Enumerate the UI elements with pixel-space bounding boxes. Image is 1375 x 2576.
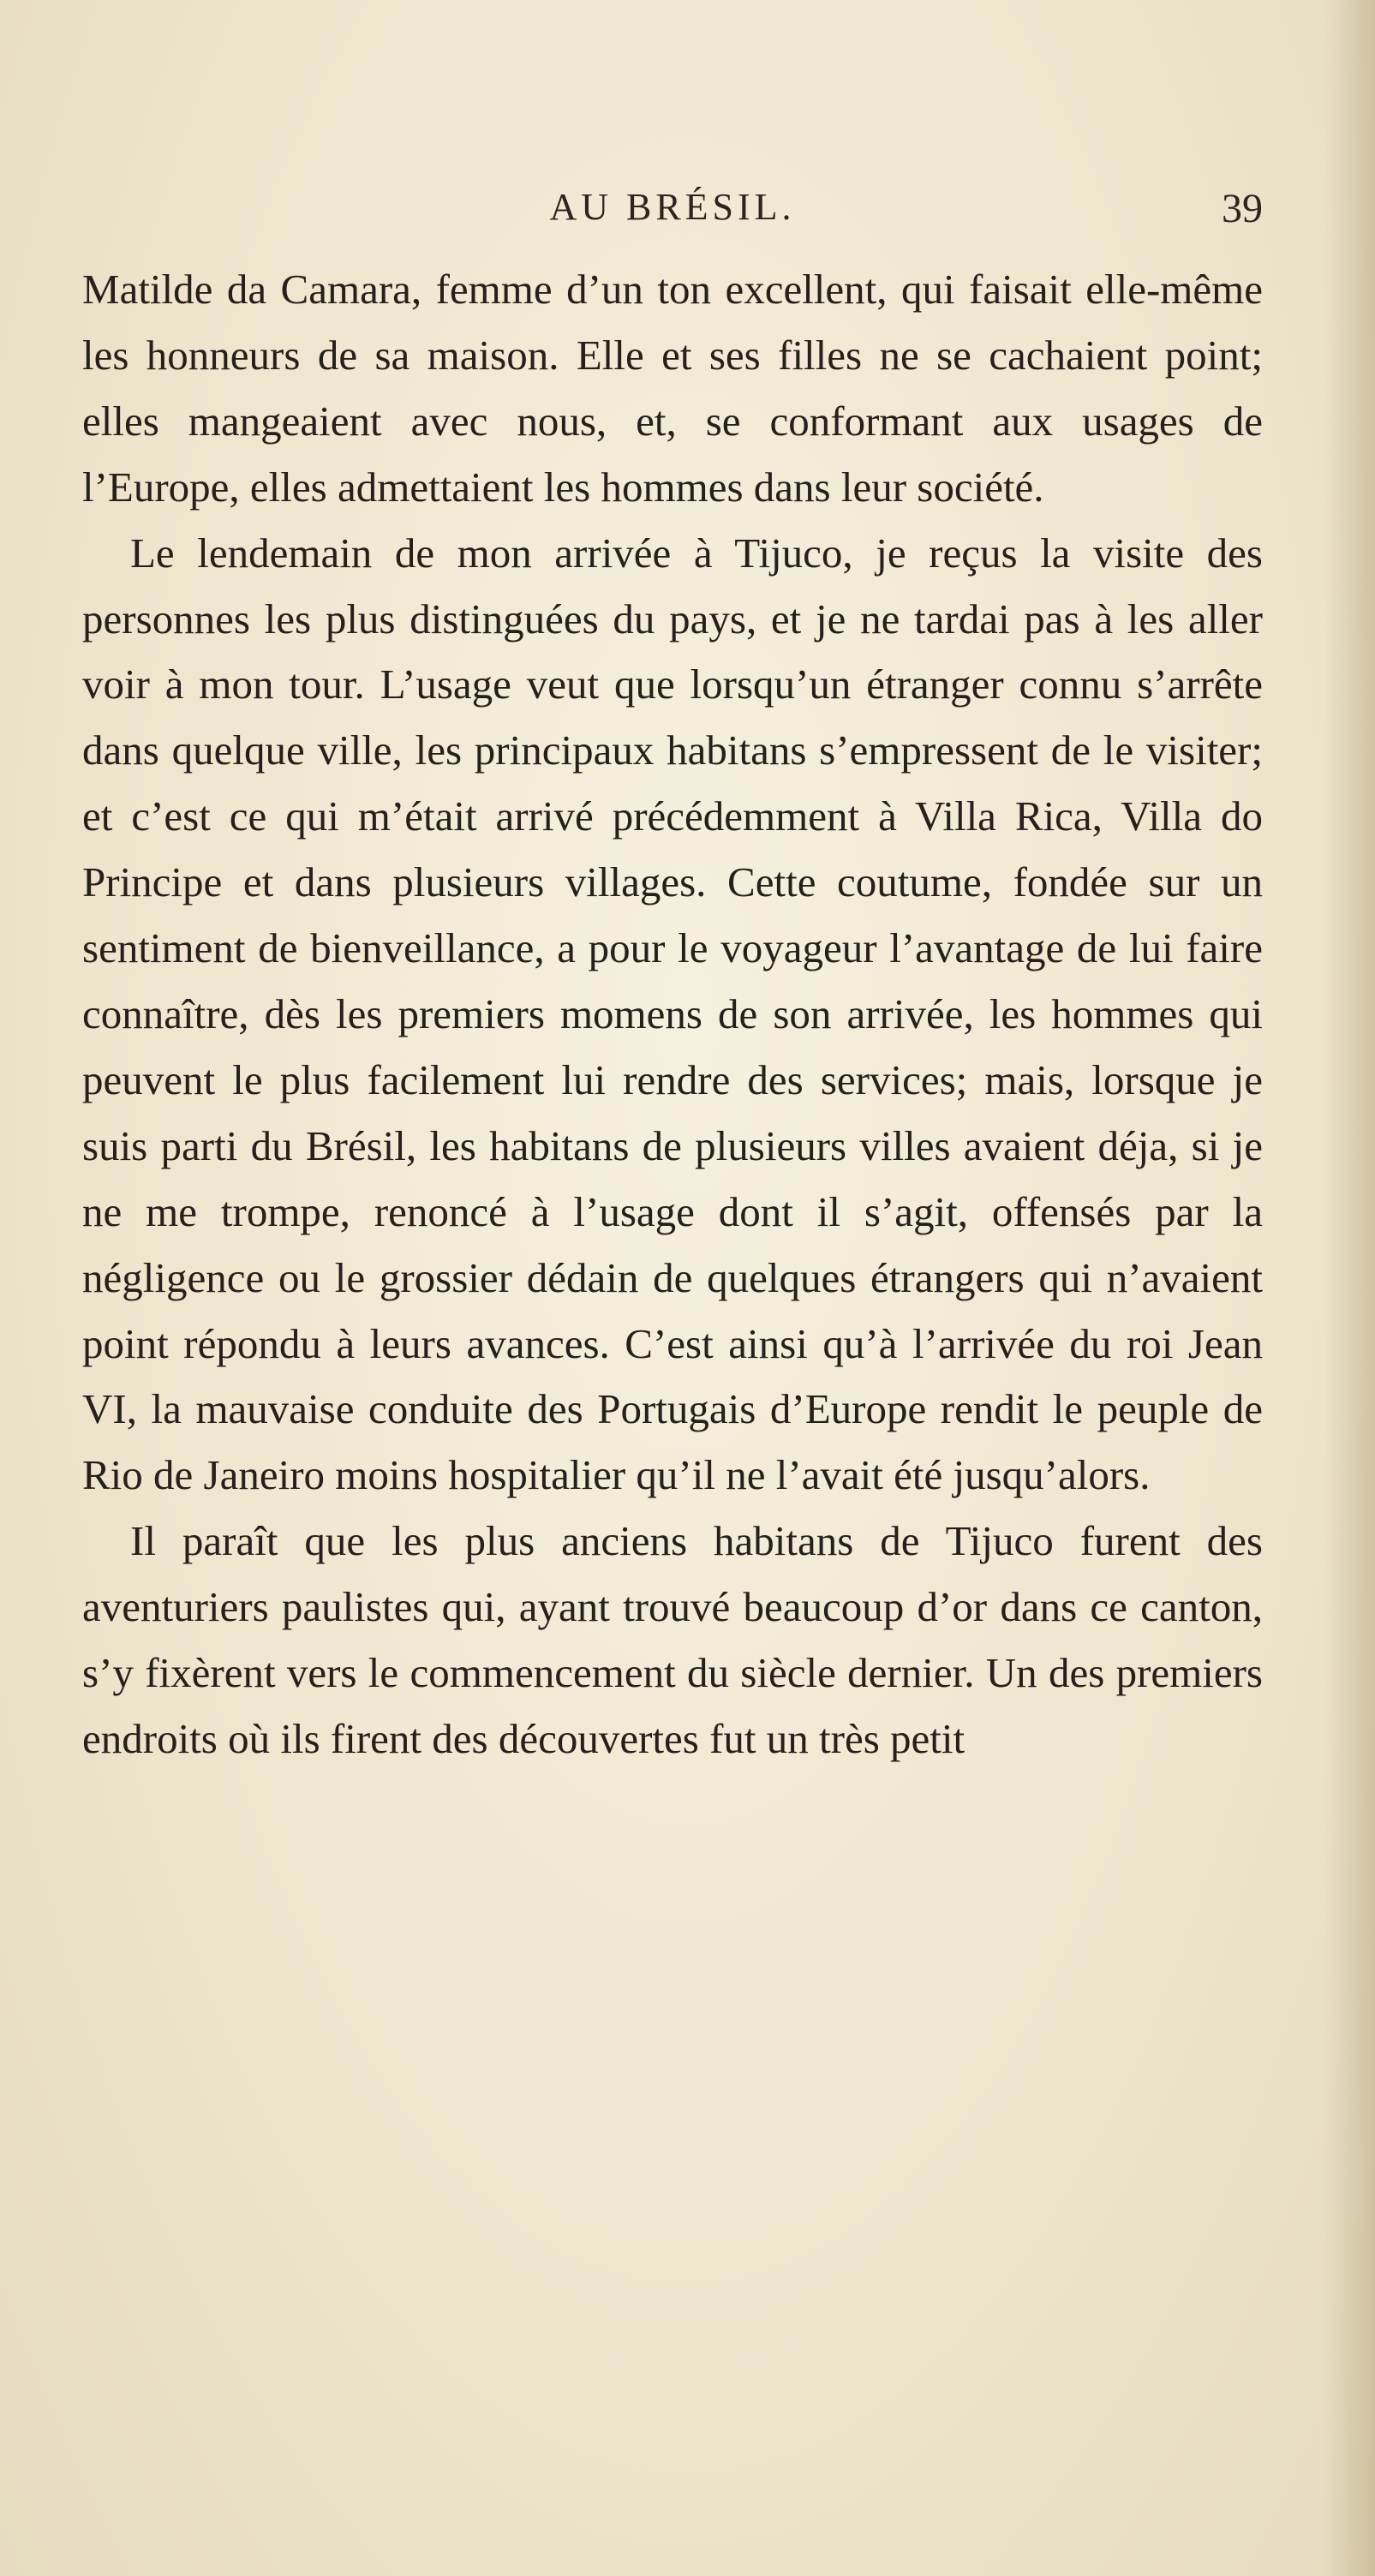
body-text xyxy=(82,257,1263,1772)
paragraph-continued: Matilde da Camara, femme d’un ton excellent, qui faisait elle-même les honneurs de sa maison. Elle et ses filles ne se cachaient point; elles mangeaient avec nous, et, se conformant aux usages de l’Europe, elles admettaient les hommes dans leur société. xyxy=(82,266,1263,511)
running-head: AU BRÉSIL. xyxy=(549,186,796,228)
paragraph: Il paraît que les plus anciens habitans de Tijuco furent des aventuriers paulistes qui, ayant trouvé beaucoup d’or dans ce canton, s’y fixèrent vers le commencement du siècle dernier. Un des premiers endroits où ils firent des découvertes fut un très petit xyxy=(82,1517,1263,1762)
page-number: 39 xyxy=(1222,186,1263,231)
paragraph: Le lendemain de mon arrivée à Tijuco, je reçus la visite des personnes les plus distinguées du pays, et je ne tardai pas à les aller voir à mon tour. L’usage veut que lorsqu’un étranger connu s’arrête dans quelque ville, les principaux habitans s’empressent de le visiter; et c’est ce qui m’était arrivé précédemment à Villa Rica, Villa do Principe et dans plusieurs villages. Cette coutume, fondée sur un sentiment de bienveillance, a pour le voyageur l’avantage de lui faire connaître, dès les premiers momens de son arrivée, les hommes qui peuvent le plus facilement lui rendre des services; mais, lorsque je suis parti du Brésil, les habitans de plusieurs villes avaient déja, si je ne me trompe, renoncé à l’usage dont il s’agit, offensés par la négligence ou le grossier dédain de quelques étrangers qui n’avaient point répondu à leurs avances. C’est ainsi qu’à l’arrivée du roi Jean VI, la mauvaise conduite des Portugais d’Europe rendit le peuple de Rio de Janeiro moins hospitalier qu’il ne l’avait été jusqu’alors. xyxy=(82,529,1263,1499)
page-header xyxy=(82,185,1263,245)
